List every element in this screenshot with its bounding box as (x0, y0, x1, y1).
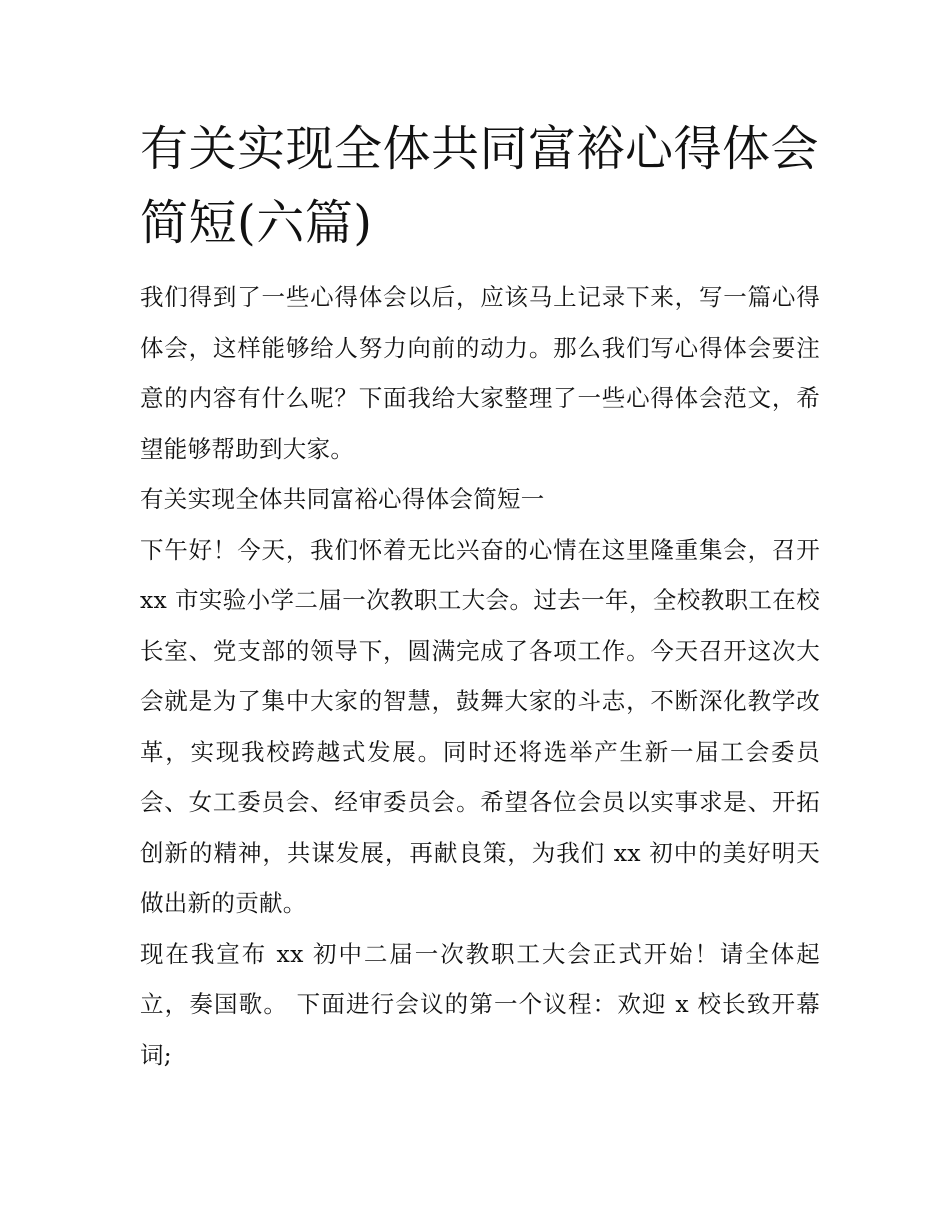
intro-paragraph: 我们得到了一些心得体会以后，应该马上记录下来，写一篇心得体会，这样能够给人努力向前的动力。那么我们写心得体会要注意的内容有什么呢？下面我给大家整理了一些心得体会范文，希望能够帮助到大家。 (140, 283, 820, 463)
document-page (140, 112, 820, 1080)
document-title: 有关实现全体共同富裕心得体会简短(六篇) (140, 121, 820, 251)
body-paragraph: 下午好！今天，我们怀着无比兴奋的心情在这里隆重集会，召开 xx 市实验小学二届一次教职工大会。过去一年，全校教职工在校长室、党支部的领导下，圆满完成了各项工作。今天召开这次大会就是为了集中大家的智慧，鼓舞大家的斗志，不断深化教学改革，实现我校跨越式发展。同时还将选举产生新一届工会委员会、女工委员会、经审委员会。希望各位会员以实事求是、开拓创新的精神，共谋发展，再献良策，为我们 xx 初中的美好明天做出新的贡献。 (140, 535, 820, 917)
document-body (140, 272, 820, 1080)
body-paragraph: 现在我宣布 xx 初中二届一次教职工大会正式开始！请全体起立，奏国歌。 下面进行会议的第一个议程：欢迎 x 校长致开幕词; (140, 939, 820, 1069)
section-heading: 有关实现全体共同富裕心得体会简短一 (140, 485, 545, 513)
